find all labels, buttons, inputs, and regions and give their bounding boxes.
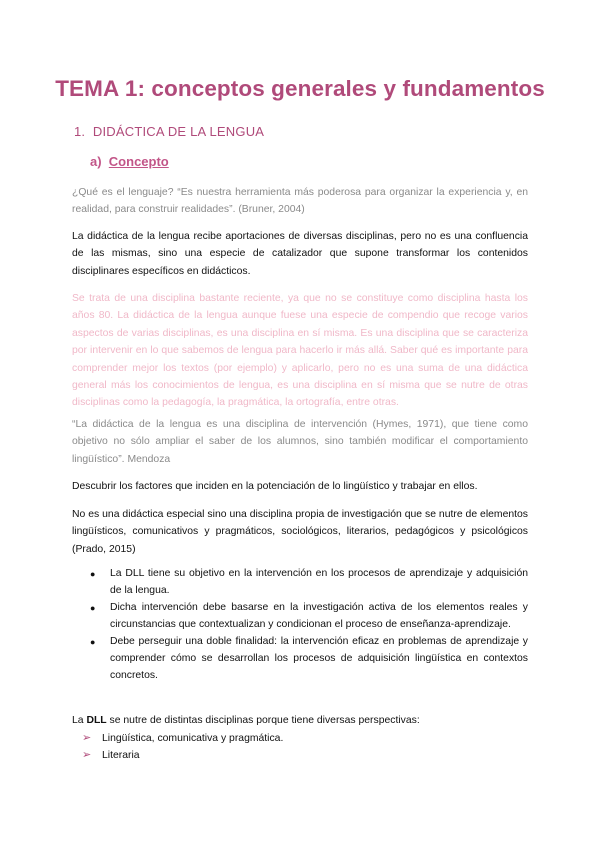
bullet-dot-icon: ● [90,637,96,648]
bullet-item: ● La DLL tiene su objetivo en la intervención en los procesos de aprendizaje y adquisición de la lengua. [90,568,528,596]
arrow-right-icon: ➢ [82,749,92,761]
bullet-dot-icon: ● [90,569,96,579]
quote-bruner: ¿Qué es el lenguaje? “Es nuestra herramienta más poderosa para organizar la experiencia y, en realidad, para construir realidades”. (Bruner, 2004) [72,187,528,216]
bullet-item: ● Debe perseguir una doble finalidad: la intervención eficaz en problemas de aprendizaje y comprender cómo se desarrollan los procesos de adquisición lingüística en contextos concretos. [90,636,528,681]
section-number: 1. [74,124,86,139]
paragraph-faded: Se trata de una disciplina bastante reciente, ya que no se constituye como disciplina hasta los años 80. La didáctica de la lengua aunque fuese una especie de compendio que recoge varios aspectos de varias disciplinas, es una disciplina en sí misma. Es una disciplina que se caracteriza por intervenir en lo que sabemos de lengua para hacerlo ir más allá. Saber qué es importante para comprender mejor los textos (por ejemplo) y aplicarlo, pero no es una suma de una didáctica general más los conocimientos de lengua, es una disciplina en sí misma que se nutre de otras disciplinas como la pedagogía, la pragmática, la ortografía, entre otras. [72,293,528,409]
bullet-dot-icon: ● [90,603,96,614]
dll-abbreviation: DLL [86,715,107,726]
objective-bullet-list [86,566,528,685]
subsection-heading [90,154,169,169]
paragraph-factores: Descubrir los factores que inciden en la potenciación de lo lingüístico y trabajar en ellos. [72,481,478,492]
arrow-right-icon: ➢ [82,732,92,744]
paragraph-dll: La DLL se nutre de distintas disciplinas porque tiene diversas perspectivas: [72,715,420,726]
section-heading-text: DIDÁCTICA DE LA LENGUA [92,124,265,139]
quote-hymes: “La didáctica de la lengua es una disciplina de intervención (Hymes, 1971), que tiene como objetivo no sólo ampliar el saber de los alumnos, sino también modificar el comportamiento lingüístico”. Mendoza [72,419,528,465]
page-title: TEMA 1: conceptos generales y fundamentos [55,76,545,101]
perspective-item: ➢ Literaria [82,747,522,764]
section-heading [74,124,264,139]
paragraph-prado: No es una didáctica especial sino una disciplina propia de investigación que se nutre de elementos lingüísticos, comunicativos y pragmáticos, sociológicos, literarios, pedagógicos y psicológicos (Prado, 2015) [72,509,528,555]
perspectives-list [82,730,522,764]
subsection-letter: a) [90,154,102,169]
subsection-heading-text: Concepto [108,154,169,169]
bullet-item: ● Dicha intervención debe basarse en la investigación activa de los elementos reales y circunstancias que contextualizan y condicionan el proceso de enseñanza-aprendizaje. [90,602,528,630]
paragraph-main: La didáctica de la lengua recibe aportaciones de diversas disciplinas, pero no es una confluencia de las mismas, sino una especie de catalizador que supone transformar los contenidos disciplinares específicos en didácticos. [72,231,528,277]
perspective-item: ➢ Lingüística, comunicativa y pragmática. [82,730,522,747]
